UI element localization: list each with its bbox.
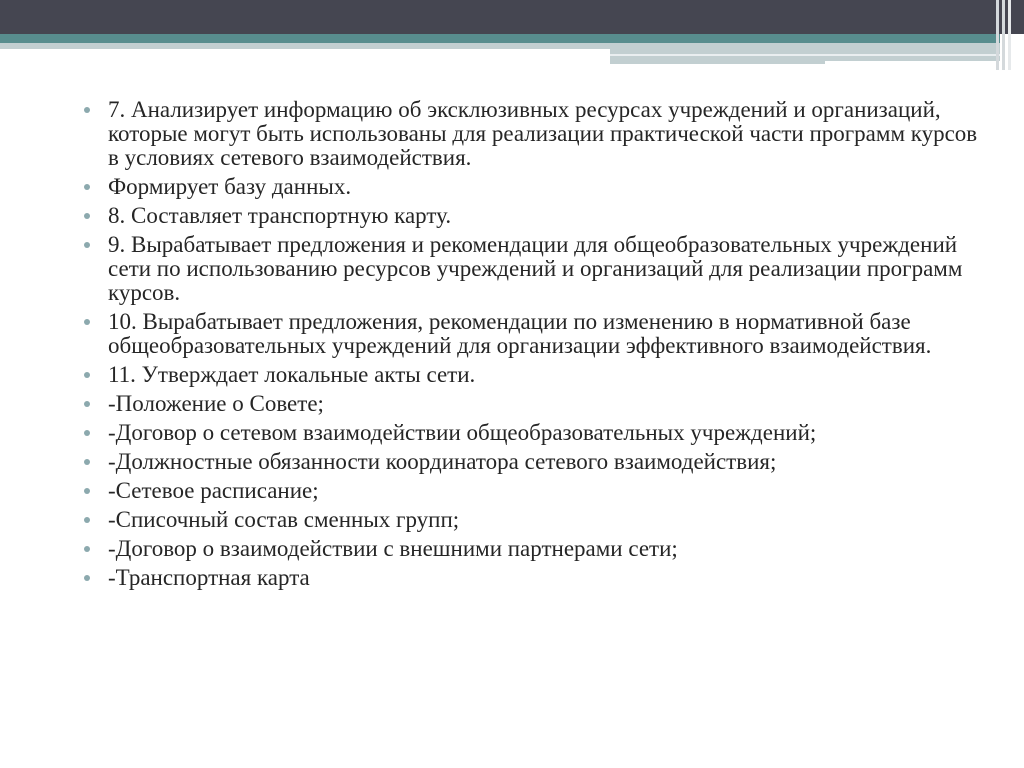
bullet-icon [84,184,90,190]
list-item-text: 8. Составляет транспортную карту. [108,203,452,228]
header-vertical-stripe [1008,0,1011,70]
bullet-icon [84,242,90,248]
list-item [82,233,982,305]
header-thin-line [610,61,825,64]
header-bar-grey-left [0,43,610,49]
header-vertical-stripe [996,0,999,70]
header-bar-dark [0,0,1024,34]
list-item-text: -Должностные обязанности координатора сетевого взаимодействия; [108,449,777,474]
list-item [82,363,982,387]
bullet-icon [84,488,90,494]
header-vertical-stripe [1014,0,1024,34]
list-item [82,537,982,561]
bullet-list [82,98,982,590]
bullet-icon [84,401,90,407]
list-item [82,98,982,170]
list-item [82,508,982,532]
list-item [82,392,982,416]
list-item-text: -Договор о взаимодействии с внешними партнерами сети; [108,536,678,561]
header-bar-teal [0,34,1000,43]
list-item-text: 10. Вырабатывает предложения, рекомендации по изменению в нормативной базе общеобразовательных учреждений для организации эффективного взаимодействия. [108,309,932,358]
header-bar-highlight [610,54,1000,56]
list-item-text: 9. Вырабатывает предложения и рекомендации для общеобразовательных учреждений сети по использованию ресурсов учреждений и организаций для реализации программ курсов. [108,232,963,305]
list-item-text: -Сетевое расписание; [108,478,319,503]
header-bar-grey-right [610,43,1000,61]
list-item [82,175,982,199]
list-item-text: -Транспортная карта [108,565,310,590]
bullet-icon [84,575,90,581]
bullet-icon [84,319,90,325]
list-item-text: -Положение о Совете; [108,391,324,416]
list-item-text: -Договор о сетевом взаимодействии общеобразовательных учреждений; [108,420,817,445]
list-item-text: 11. Утверждает локальные акты сети. [108,362,476,387]
list-item [82,204,982,228]
bullet-icon [84,430,90,436]
list-item-text: 7. Анализирует информацию об эксклюзивных ресурсах учреждений и организаций, которые могут быть использованы для реализации практической части программ курсов в условиях сетевого взаимодействия. [108,97,978,170]
list-item [82,566,982,590]
slide-body [82,98,982,595]
bullet-icon [84,459,90,465]
bullet-icon [84,546,90,552]
list-item [82,450,982,474]
list-item-text: Формирует базу данных. [108,174,352,199]
bullet-icon [84,213,90,219]
list-item [82,479,982,503]
bullet-icon [84,517,90,523]
header-vertical-stripe [1002,0,1005,70]
list-item-text: -Списочный состав сменных групп; [108,507,460,532]
bullet-icon [84,372,90,378]
list-item [82,310,982,358]
bullet-icon [84,107,90,113]
list-item [82,421,982,445]
